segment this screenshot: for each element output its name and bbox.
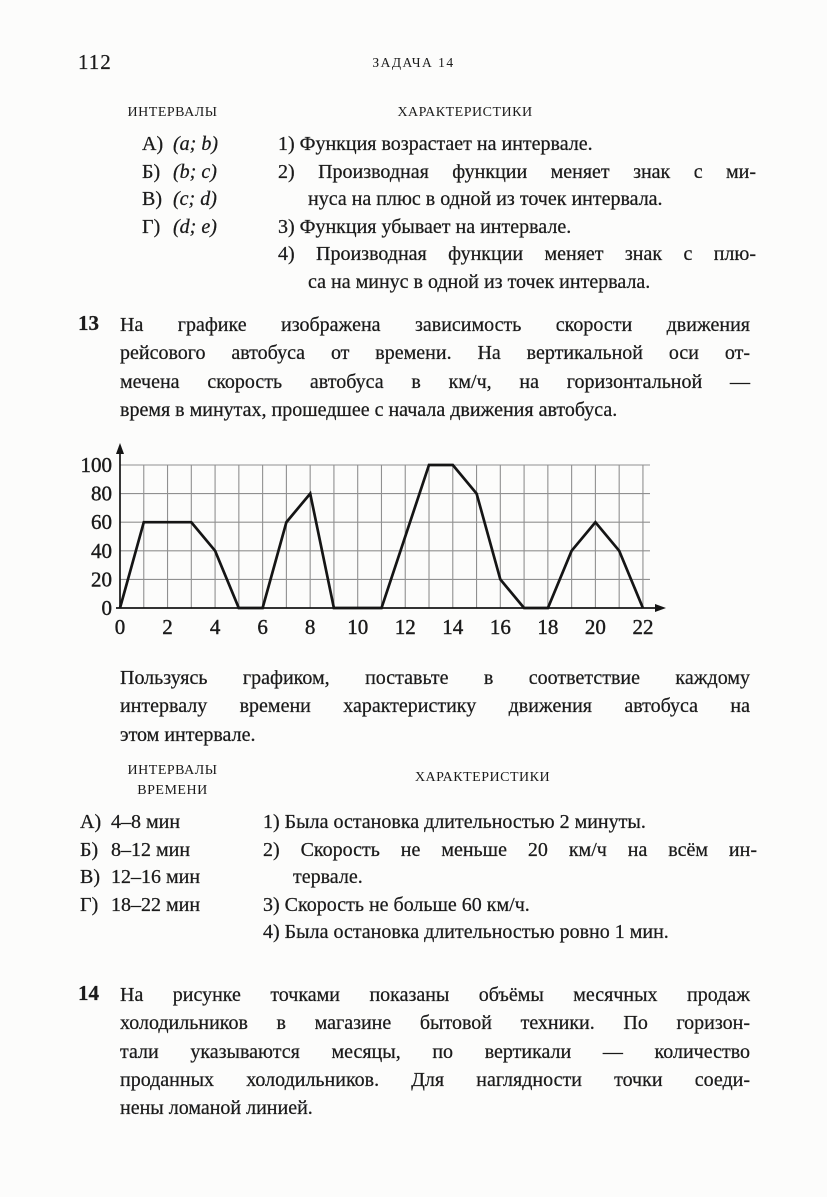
y-tick-label: 20: [91, 567, 112, 592]
problem-14-text: [120, 981, 750, 1122]
time-intervals-header-line2: ВРЕМЕНИ: [137, 783, 208, 798]
interval-item: [142, 214, 218, 242]
interval-value: (b; c): [173, 160, 217, 183]
interval-item: [142, 186, 218, 214]
characteristics-header-2: ХАРАКТЕРИСТИКИ: [414, 770, 551, 785]
text-line: На рисунке точками показаны объёмы месячных продаж: [120, 984, 750, 1006]
interval-value: (c; d): [173, 188, 217, 210]
characteristic-item: [263, 837, 757, 892]
characteristic-item: [278, 159, 756, 214]
x-tick-label: 0: [114, 615, 126, 639]
x-tick-label: 8: [304, 615, 316, 639]
characteristic-item: [263, 809, 757, 837]
text-line: рейсового автобуса от времени. На вертикальной оси от-: [120, 342, 750, 365]
problem-13-followup: [120, 664, 750, 749]
interval-value: (a; b): [173, 133, 218, 155]
characteristic-line: 1) Функция возрастает на интервале.: [278, 133, 593, 155]
x-tick-label: 2: [162, 615, 173, 639]
characteristic-line: 3) Скорость не больше 60 км/ч.: [263, 893, 530, 916]
text-line: время в минутах, прошедшее с начала движения автобуса.: [120, 398, 618, 421]
text-line: этом интервале.: [120, 723, 256, 746]
text-line: Пользуясь графиком, поставьте в соответствие каждому: [120, 667, 750, 689]
interval-list: [142, 131, 218, 241]
x-tick-label: 22: [632, 615, 654, 639]
text-line: интервалу времени характеристику движения автобуса на: [120, 695, 750, 718]
characteristic-item: [263, 892, 757, 920]
interval-value: 4–8 мин: [111, 811, 181, 833]
text-line: нены ломаной линией.: [120, 1097, 313, 1120]
y-tick-label: 0: [101, 596, 112, 620]
interval-label: Г): [142, 215, 161, 238]
text-line: холодильников в магазине бытовой техники. По горизон-: [120, 1012, 750, 1035]
interval-value: 12–16 мин: [111, 866, 201, 888]
characteristic-item: [278, 214, 756, 242]
interval-label: А): [142, 133, 164, 155]
problem-13-text: [120, 311, 750, 424]
running-header: ЗАДАЧА 14: [372, 55, 455, 70]
text-line: проданных холодильников. Для наглядности точки соеди-: [120, 1068, 750, 1091]
intervals-header: ИНТЕРВАЛЫ: [127, 105, 218, 120]
characteristic-item: [263, 919, 757, 947]
interval-label: А): [80, 811, 102, 833]
characteristic-line: 1) Была остановка длительностью 2 минуты.: [263, 811, 646, 833]
x-tick-label: 18: [537, 615, 559, 639]
text-line: тали указываются месяцы, по вертикали — количество: [120, 1040, 750, 1063]
x-tick-label: 4: [209, 615, 221, 639]
problem-13-number: 13: [78, 311, 99, 335]
interval-label: Г): [80, 893, 99, 916]
interval-item: [80, 892, 200, 920]
interval-value: 8–12 мин: [111, 838, 191, 861]
problem-14-number: 14: [78, 981, 99, 1005]
characteristic-item: [278, 131, 756, 159]
y-tick-label: 60: [91, 510, 112, 535]
speed-time-chart: [70, 440, 680, 645]
characteristic-item: [278, 241, 756, 296]
characteristic-list: [278, 131, 756, 296]
y-tick-label: 40: [91, 538, 112, 563]
time-intervals-header: [100, 761, 245, 801]
x-tick-label: 10: [347, 615, 369, 639]
interval-label: Б): [80, 838, 99, 861]
characteristic-line: 4) Производная функции меняет знак с плю-: [278, 243, 756, 265]
interval-item: [80, 864, 200, 892]
characteristic-line: нуса на плюс в одной из точек интервала.: [308, 188, 663, 210]
characteristic-line: 2) Производная функции меняет знак с ми-: [278, 160, 756, 183]
interval-item: [80, 837, 200, 865]
x-tick-label: 14: [442, 615, 464, 639]
y-axis-arrow-icon: [116, 443, 124, 454]
interval-item: [142, 159, 218, 187]
interval-item: [142, 131, 218, 159]
y-tick-label: 80: [91, 481, 112, 506]
time-interval-list: [80, 809, 200, 919]
text-line: На графике изображена зависимость скорости движения: [120, 314, 750, 336]
text-line: мечена скорость автобуса в км/ч, на горизонтальной —: [120, 370, 750, 393]
characteristic-line: 3) Функция убывает на интервале.: [278, 215, 572, 238]
interval-value: 18–22 мин: [111, 893, 201, 916]
characteristics-header: ХАРАКТЕРИСТИКИ: [397, 105, 533, 120]
x-tick-label: 16: [489, 615, 511, 639]
time-intervals-header-line1: ИНТЕРВАЛЫ: [127, 763, 218, 778]
interval-item: [80, 809, 200, 837]
characteristic-line: 4) Была остановка длительностью ровно 1 мин.: [263, 921, 669, 943]
x-axis-arrow-icon: [655, 604, 666, 612]
interval-label: В): [80, 866, 100, 888]
interval-value: (d; e): [173, 215, 217, 238]
characteristic-line: 2) Скорость не меньше 20 км/ч на всём ин-: [263, 838, 757, 861]
x-tick-label: 12: [394, 615, 416, 639]
time-characteristic-list: [263, 809, 757, 947]
page-number: 112: [78, 50, 112, 74]
x-tick-label: 6: [257, 615, 268, 639]
y-tick-label: 100: [80, 453, 112, 477]
characteristic-line: са на минус в одной из точек интервала.: [308, 270, 651, 293]
x-tick-label: 20: [584, 615, 606, 639]
characteristic-line: тервале.: [293, 866, 363, 888]
interval-label: Б): [142, 160, 161, 183]
interval-label: В): [142, 188, 162, 210]
